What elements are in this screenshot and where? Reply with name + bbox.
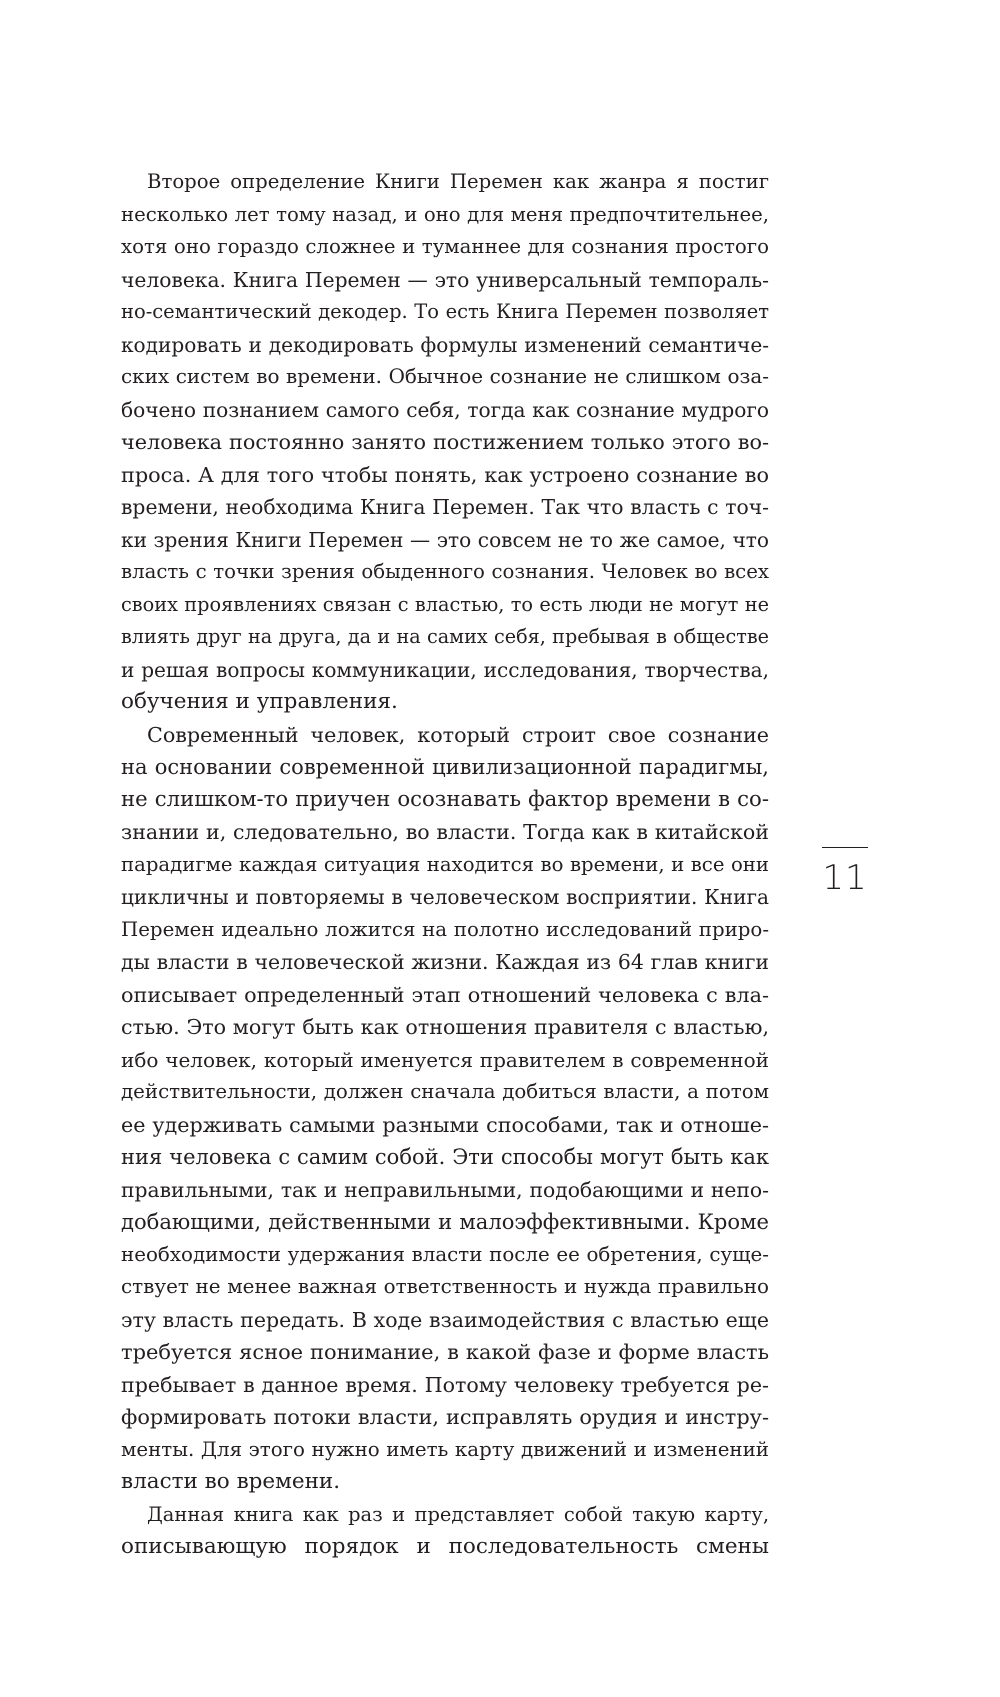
text-line: не слишком-то приучен осознавать фактор времени в со- [121,786,769,812]
text-line: кодировать и декодировать формулы изменений семантиче- [121,332,769,357]
text-line: эту власть передать. В ходе взаимодействия с властью еще [121,1307,769,1332]
text-line: пребывает в данное время. Потому человеку требуется ре- [121,1372,769,1397]
text-line: на основании современной цивилизационной парадигмы, [121,754,769,779]
text-line: ее удерживать самыми разными способами, так и отноше- [121,1112,769,1137]
page-number-rule [822,847,868,848]
paragraph-2 [121,719,769,1499]
text-line: менты. Для этого нужно иметь карту движений и изменений [121,1437,769,1461]
text-line: Второе определение Книги Перемен как жанра я постиг [147,170,769,193]
text-line: влиять друг на друга, да и на самих себя, пребывая в обществе [121,625,769,648]
text-line: бочено познанием самого себя, тогда как сознание мудрого [121,397,769,422]
text-line: правильными, так и неправильными, подобающими и непо- [121,1177,769,1202]
text-line: цикличны и повторяемы в человеческом восприятии. Книга [121,885,769,909]
text-line: Перемен идеально ложится на полотно исследований приро- [121,917,769,941]
paragraph-3 [121,1499,769,1564]
body-text [121,166,769,1564]
text-line: власть с точки зрения обыденного сознания. Человек во всех [121,560,769,583]
text-line: власти во времени. [121,1469,341,1494]
text-line: ских систем во времени. Обычное сознание не слишком оза- [121,365,769,388]
paragraph-1 [121,166,769,719]
text-line: ки зрения Книги Перемен — это совсем не то же самое, что [121,527,769,552]
text-line: хотя оно гораздо сложнее и туманнее для сознания простого [121,235,769,258]
text-line: времени, необходима Книга Перемен. Так что власть с точ- [121,495,769,519]
text-line: необходимости удержания власти после ее обретения, суще- [121,1242,769,1266]
page-number: 11 [822,858,868,898]
text-line: ды власти в человеческой жизни. Каждая из 64 глав книги [121,950,769,974]
text-line: человека. Книга Перемен — это универсальный темпораль- [121,267,769,292]
text-line: знании и, следовательно, во власти. Тогда как в китайской [121,820,769,844]
text-line: парадигме каждая ситуация находится во времени, и все они [121,852,769,876]
text-line: действительности, должен сначала добиться власти, а потом [121,1080,769,1103]
text-line: описывает определенный этап отношений человека с вла- [121,982,769,1007]
text-line: стью. Это могут быть как отношения правителя с властью, [121,1015,769,1039]
text-line: обучения и управления. [121,689,398,714]
text-line: Современный человек, который строит свое сознание [147,722,769,747]
text-line: ибо человек, который именуется правителем в современной [121,1047,769,1072]
text-line: но-семантический декодер. То есть Книга Перемен позволяет [121,300,769,323]
page-number-marker [822,847,868,898]
text-line: человека постоянно занято постижением только этого во- [121,430,769,454]
text-line: своих проявлениях связан с властью, то есть люди не могут не [121,592,769,616]
text-line: и решая вопросы коммуникации, исследования, творчества, [121,657,769,682]
text-line: формировать потоки власти, исправлять орудия и инстру- [121,1405,769,1429]
text-line: ствует не менее важная ответственность и нужда правильно [121,1275,769,1298]
text-line: описывающую порядок и последовательность смены [121,1534,769,1559]
text-line: несколько лет тому назад, и оно для меня предпочтительнее, [121,202,769,226]
text-line: требуется ясное понимание, в какой фазе и форме власть [121,1340,769,1364]
text-line: ния человека с самим собой. Эти способы могут быть как [121,1144,769,1169]
text-line: проса. А для того чтобы понять, как устроено сознание во [121,462,769,487]
text-line: Данная книга как раз и представляет собой такую карту, [147,1502,769,1526]
text-line: добающими, действенными и малоэффективными. Кроме [121,1209,769,1234]
